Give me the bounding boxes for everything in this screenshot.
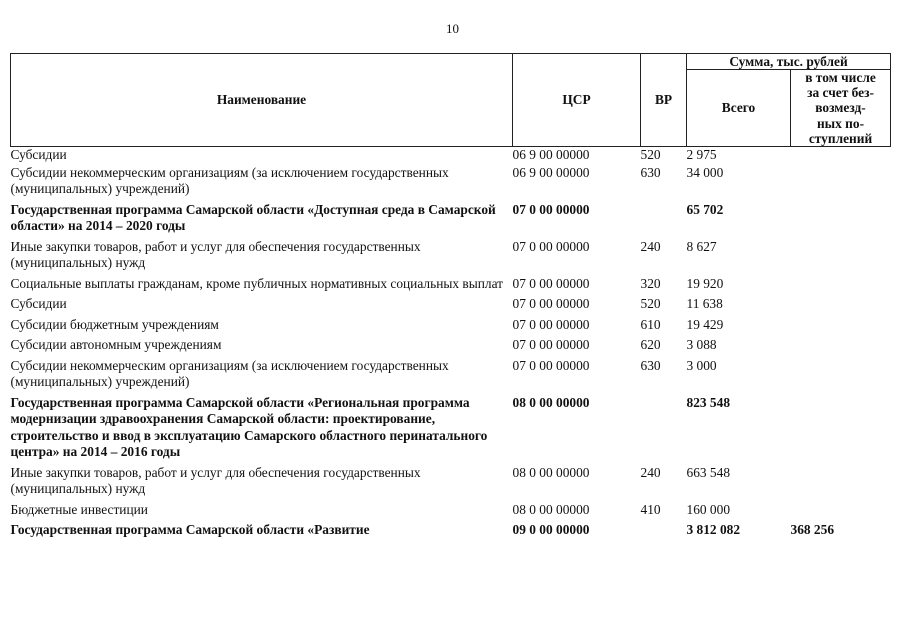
row-vr-cell: 410 [640, 501, 661, 517]
row-csr-cell: 08 0 00 00000 [512, 394, 590, 410]
table-row [11, 518, 891, 539]
row-name-cell: Социальные выплаты гражданам, кроме публичных нормативных социальных выплат [10, 275, 504, 291]
table-row [11, 333, 891, 354]
row-free-receipts-cell [791, 391, 891, 461]
table-row [11, 498, 891, 519]
table-row [11, 164, 891, 198]
row-csr-cell: 07 0 00 00000 [512, 357, 590, 373]
row-name-cell: Субсидии некоммерческим организациям (за исключением государственных (муниципальных) учреждений) [10, 164, 449, 197]
row-name-cell: Иные закупки товаров, работ и услуг для обеспечения государственных (муниципальных) нужд [10, 238, 421, 271]
row-total-cell: 823 548 [686, 394, 731, 410]
row-free-receipts-cell [791, 333, 891, 354]
row-total-cell: 160 000 [686, 501, 731, 517]
table-row [11, 461, 891, 498]
row-total-cell: 65 702 [686, 201, 724, 217]
header-csr: ЦСР [513, 54, 641, 147]
header-vr: ВР [641, 54, 687, 147]
row-free-receipts-cell [791, 164, 891, 198]
row-vr-cell [641, 198, 687, 235]
row-vr-cell: 520 [640, 296, 661, 312]
table-row [11, 354, 891, 391]
budget-table [10, 53, 891, 539]
row-free-receipts-cell [791, 354, 891, 391]
row-name-cell: Субсидии [10, 147, 67, 163]
header-free-line-4: ных по- [816, 115, 865, 131]
header-free-line-2: за счет без- [807, 85, 874, 101]
row-total-cell: 3 812 082 [686, 522, 741, 538]
header-name: Наименование [11, 54, 513, 147]
row-csr-cell: 09 0 00 00000 [512, 522, 590, 538]
row-csr-cell: 08 0 00 00000 [512, 464, 590, 480]
row-total-cell: 663 548 [686, 464, 731, 480]
row-name-cell: Государственная программа Самарской области «Региональная программа модернизации здравоохранения Самарской области: проектирование, строительство и ввод в эксплуатацию Самарского областного перинатального центра» на 2014 – 2016 годы [10, 394, 488, 460]
row-csr-cell: 07 0 00 00000 [512, 316, 590, 332]
row-name-cell: Государственная программа Самарской области «Развитие [10, 522, 370, 538]
row-free-receipts-cell: 368 256 [790, 522, 835, 538]
row-name-cell: Субсидии бюджетным учреждениям [10, 316, 219, 332]
row-name-cell: Государственная программа Самарской области «Доступная среда в Самарской области» на 2014 – 2020 годы [10, 201, 496, 234]
row-csr-cell: 07 0 00 00000 [512, 275, 590, 291]
header-free-line-3: возмезд- [815, 100, 866, 116]
row-name-cell: Субсидии [10, 296, 67, 312]
header-sum: Сумма, тыс. рублей [687, 54, 891, 70]
row-free-receipts-cell [791, 313, 891, 334]
row-free-receipts-cell [791, 198, 891, 235]
row-csr-cell: 07 0 00 00000 [512, 337, 590, 353]
table-row [11, 198, 891, 235]
row-vr-cell: 240 [640, 464, 661, 480]
row-free-receipts-cell [791, 292, 891, 313]
row-vr-cell: 620 [640, 337, 661, 353]
row-name-cell: Субсидии некоммерческим организациям (за исключением государственных (муниципальных) учреждений) [10, 357, 449, 390]
row-vr-cell: 630 [640, 164, 661, 180]
row-free-receipts-cell [791, 235, 891, 272]
row-vr-cell: 610 [640, 316, 661, 332]
row-vr-cell [641, 518, 687, 539]
table-row [11, 292, 891, 313]
row-total-cell: 2 975 [686, 147, 717, 163]
header-free-line-5: ступлений [808, 130, 873, 146]
row-free-receipts-cell [791, 272, 891, 293]
header-free-receipts [791, 70, 891, 147]
row-vr-cell: 520 [640, 147, 661, 163]
row-name-cell: Субсидии автономным учреждениям [10, 337, 222, 353]
row-csr-cell: 07 0 00 00000 [512, 296, 590, 312]
table-row [11, 147, 891, 164]
row-free-receipts-cell [791, 147, 891, 164]
row-vr-cell: 240 [640, 238, 661, 254]
header-free-line-1: в том числе [805, 70, 876, 85]
row-total-cell: 11 638 [686, 296, 723, 312]
row-total-cell: 8 627 [686, 238, 717, 254]
page-number: 10 [446, 21, 459, 36]
row-total-cell: 3 088 [686, 337, 717, 353]
row-name-cell: Бюджетные инвестиции [10, 501, 148, 517]
table-row [11, 272, 891, 293]
table-body [11, 147, 891, 539]
row-csr-cell: 06 9 00 00000 [512, 164, 590, 180]
row-csr-cell: 07 0 00 00000 [512, 201, 590, 217]
row-vr-cell: 320 [640, 275, 661, 291]
row-vr-cell: 630 [640, 357, 661, 373]
row-free-receipts-cell [791, 498, 891, 519]
table-row [11, 235, 891, 272]
row-total-cell: 19 429 [686, 316, 724, 332]
row-csr-cell: 06 9 00 00000 [512, 147, 590, 163]
header-total: Всего [687, 70, 791, 147]
table-row [11, 313, 891, 334]
row-name-cell: Иные закупки товаров, работ и услуг для обеспечения государственных (муниципальных) нужд [10, 464, 421, 497]
row-total-cell: 19 920 [686, 275, 724, 291]
table-row [11, 391, 891, 461]
row-total-cell: 3 000 [686, 357, 717, 373]
row-csr-cell: 08 0 00 00000 [512, 501, 590, 517]
row-csr-cell: 07 0 00 00000 [512, 238, 590, 254]
row-free-receipts-cell [791, 461, 891, 498]
row-vr-cell [641, 391, 687, 461]
row-total-cell: 34 000 [686, 164, 724, 180]
